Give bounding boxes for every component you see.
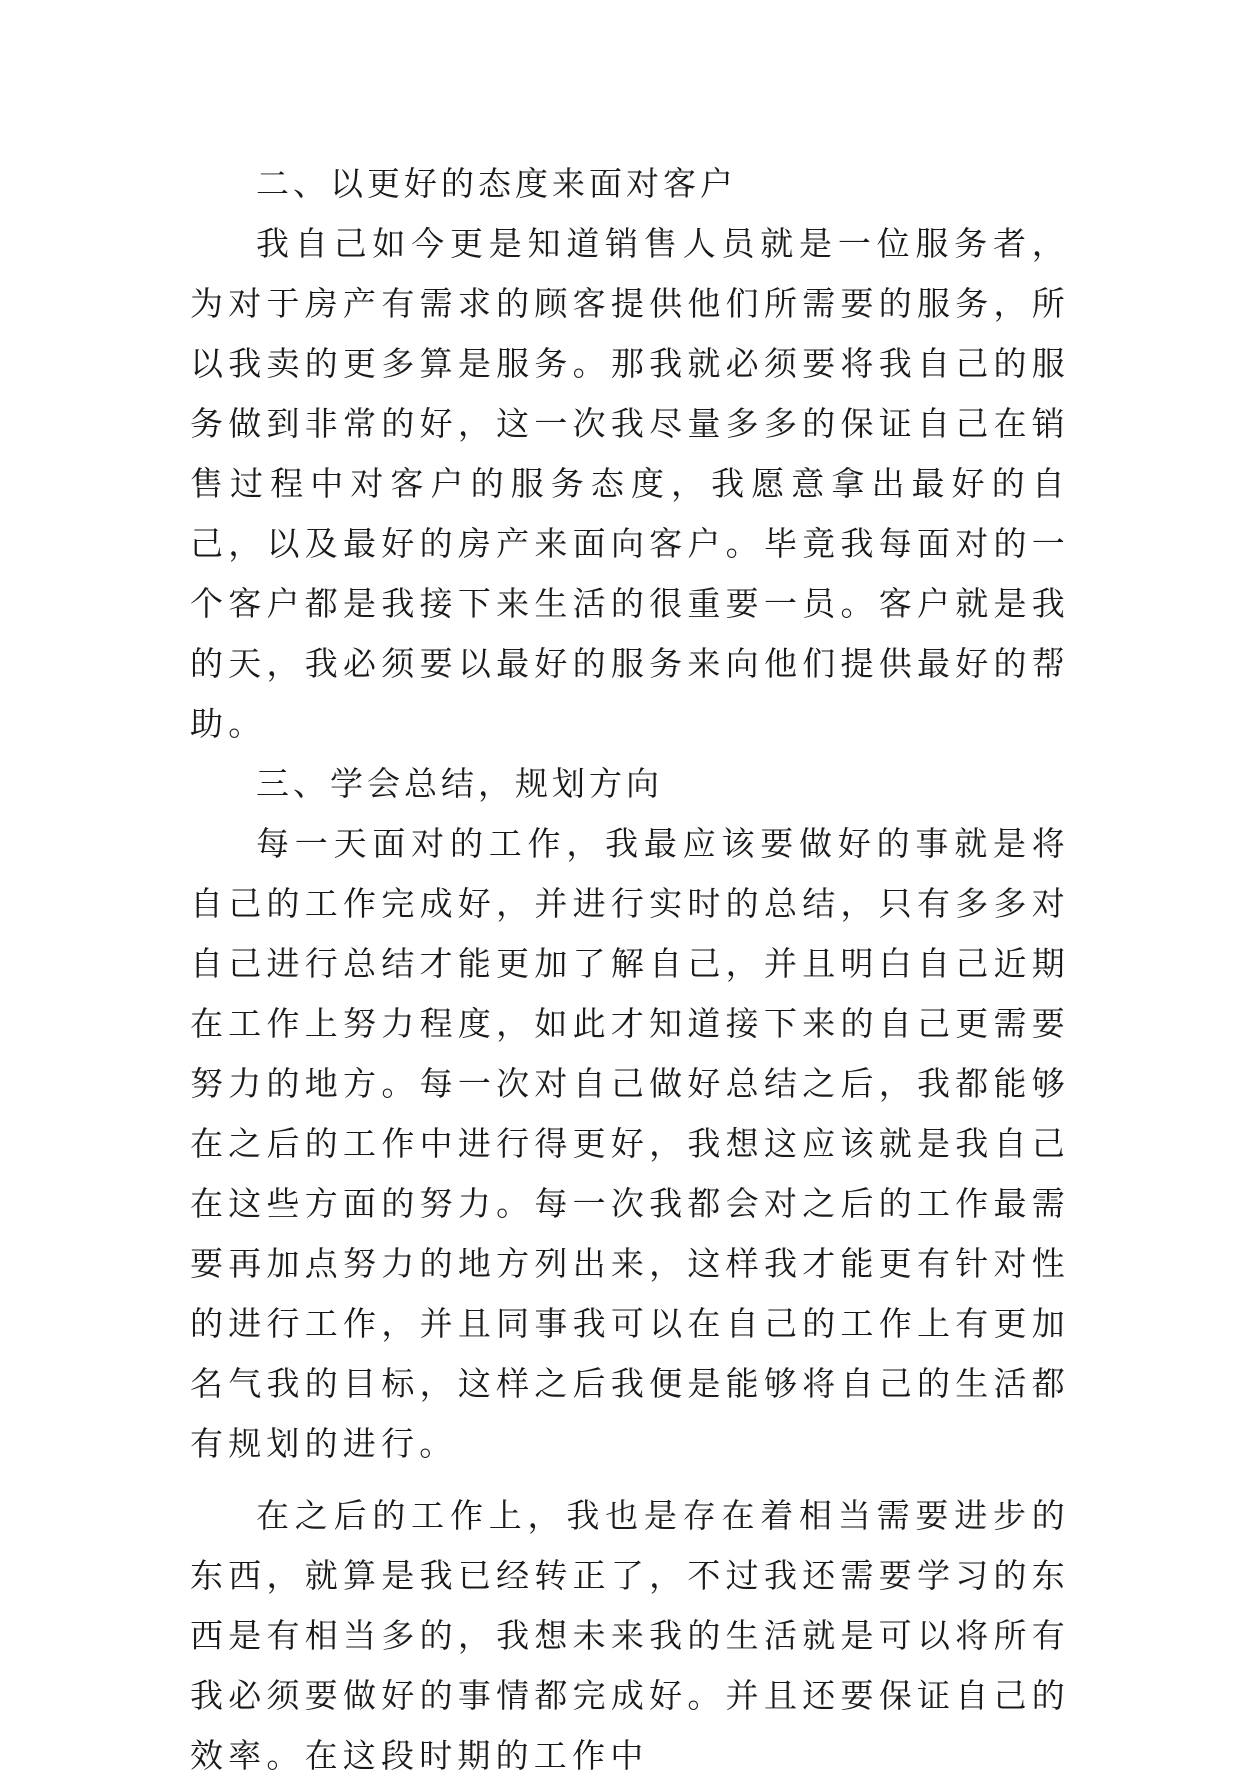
paragraph-service: 我自己如今更是知道销售人员就是一位服务者，为对于房产有需求的顾客提供他们所需要的服务，所以我卖的更多算是服务。那我就必须要将我自己的服务做到非常的好，这一次我尽量多多的保证自己在销售过程中对客户的服务态度，我愿意拿出最好的自己，以及最好的房产来面向客户。毕竟我每面对的一个客户都是我接下来生活的很重要一员。客户就是我的天，我必须要以最好的服务来向他们提供最好的帮助。	[190, 224, 1070, 743]
paragraph-summary: 每一天面对的工作，我最应该要做好的事就是将自己的工作完成好，并进行实时的总结，只有多多对自己进行总结才能更加了解自己，并且明白自己近期在工作上努力程度，如此才知道接下来的自己更需要努力的地方。每一次对自己做好总结之后，我都能够在之后的工作中进行得更好，我想这应该就是我自己在这些方面的努力。每一次我都会对之后的工作最需要再加点努力的地方列出来，这样我才能更有针对性的进行工作，并且同事我可以在自己的工作上有更加名气我的目标，这样之后我便是能够将自己的生活都有规划的进行。	[190, 824, 1070, 1463]
section-heading-summary: 三、学会总结，规划方向	[256, 764, 663, 803]
paragraph-future: 在之后的工作上，我也是存在着相当需要进步的东西，就算是我已经转正了，不过我还需要学习的东西是有相当多的，我想未来我的生活就是可以将所有我必须要做好的事情都完成好。并且还要保证自己的效率。在这段时期的工作中	[190, 1496, 1070, 1775]
document-body	[190, 154, 1070, 1786]
section-heading-attitude: 二、以更好的态度来面对客户	[256, 164, 737, 203]
